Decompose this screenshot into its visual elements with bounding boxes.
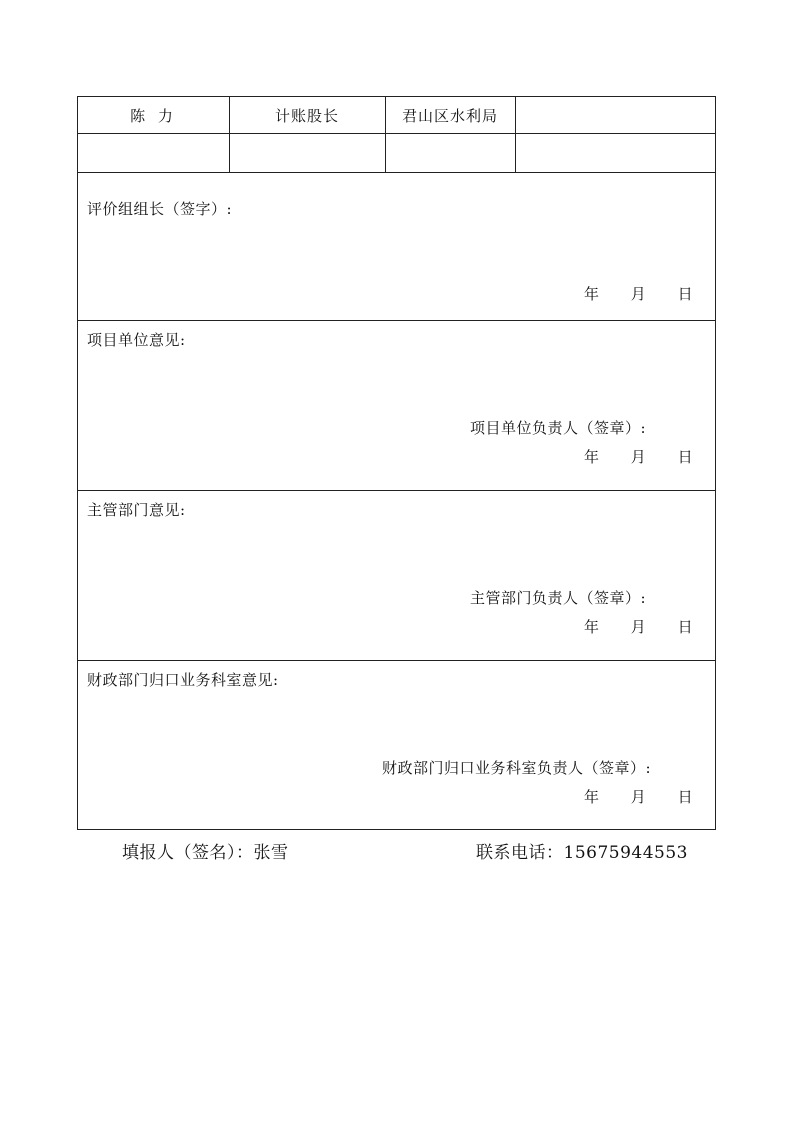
project-unit-signer-label: 项目单位负责人（签章）: [470, 419, 647, 437]
project-unit-opinion-label: 项目单位意见: [87, 331, 186, 349]
finance-dept-signer-label: 财政部门归口业务科室负责人（签章）: [382, 759, 652, 777]
row-divider [78, 320, 715, 321]
date-day: 日 [677, 618, 693, 636]
date-year: 年 [584, 285, 600, 303]
date-year: 年 [584, 788, 600, 806]
date-month: 月 [630, 285, 646, 303]
finance-dept-date [584, 788, 693, 806]
member-unit-cell: 君山区水利局 [401, 107, 498, 125]
date-day: 日 [677, 788, 693, 806]
row-divider [78, 133, 715, 134]
date-month: 月 [630, 618, 646, 636]
row-divider [78, 660, 715, 661]
date-day: 日 [677, 285, 693, 303]
column-divider [515, 97, 516, 172]
date-day: 日 [677, 448, 693, 466]
date-year: 年 [584, 618, 600, 636]
filler-signature: 填报人（签名）：张雪 [122, 843, 289, 863]
member-title-cell: 计账股长 [274, 107, 339, 125]
row-divider [78, 490, 715, 491]
contact-phone: 联系电话：15675944553 [476, 843, 688, 863]
date-year: 年 [584, 448, 600, 466]
project-unit-date [584, 448, 693, 466]
competent-dept-date [584, 618, 693, 636]
leader-signature-label: 评价组组长（签字）: [87, 200, 233, 218]
finance-dept-opinion-label: 财政部门归口业务科室意见: [87, 671, 279, 689]
leader-date [584, 285, 693, 303]
row-divider [78, 172, 715, 173]
competent-dept-opinion-label: 主管部门意见: [87, 501, 186, 519]
date-month: 月 [630, 788, 646, 806]
member-name-cell: 陈 力 [130, 107, 177, 125]
date-month: 月 [630, 448, 646, 466]
competent-dept-signer-label: 主管部门负责人（签章）: [470, 589, 647, 607]
evaluation-form-table [77, 96, 716, 830]
